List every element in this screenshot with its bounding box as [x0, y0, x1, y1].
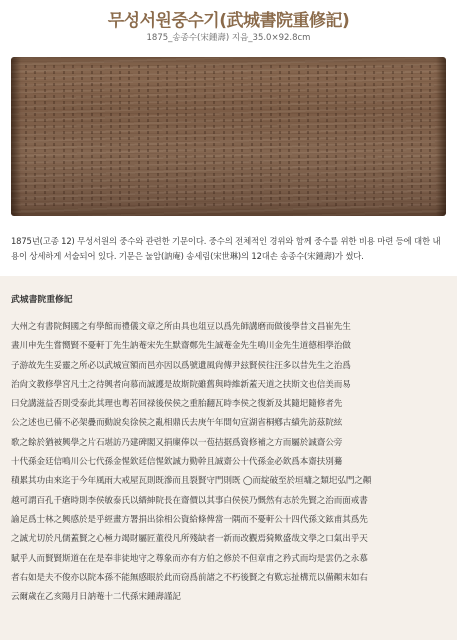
- plaque-inscription: [25, 65, 432, 208]
- transcription-line: 子游故先生妥靈之所必以武城宣額而邑亦因以爲號遺風尙傳尹玆賢侯往汪多以昔先生之治爲: [11, 360, 351, 371]
- plaque-text-column: [364, 65, 366, 208]
- plaque-text-column: [213, 65, 215, 208]
- transcription-line: 大州之有書院飼國之有學館而禮儀文章之所由具也俎豆以爲先師講磨而做後學昔文昌崔先生: [11, 322, 351, 332]
- plaque-text-column: [270, 65, 272, 208]
- transcription-line: 之誠尤切於凡儒蓋賢之心極力竭財屬匠董役凡所殘缺者一新而改觀焉猗歟盛哉文學之口氣出乎天: [11, 534, 368, 545]
- transcription-line: 公之述也已備不必架疊而動說矣徐侯之亂相鼎氏去庚午年間旬宣湖省桐鄕古績先訪茲院絃: [11, 418, 343, 429]
- page-subtitle: 1875_송종수(宋鍾壽) 지음_35.0×92.8cm: [146, 33, 311, 43]
- plaque-text-column: [157, 65, 159, 208]
- plaque-text-column: [223, 65, 225, 208]
- plaque-text-column: [326, 65, 328, 208]
- plaque-text-column: [91, 65, 93, 208]
- plaque-text-column: [382, 65, 384, 208]
- transcription-line: 者右如是夫不俊亦以院本孫不能無感眼於此而窃爲前諸之不朽後賢之有歎忘扯構荒以備顚末如右: [11, 572, 368, 583]
- plaque-edge-left: [11, 57, 21, 216]
- plaque-text-column: [392, 65, 394, 208]
- plaque-text-column: [420, 65, 422, 208]
- plaque-text-column: [345, 65, 347, 208]
- plaque-text-column: [34, 65, 36, 208]
- plaque-text-column: [298, 65, 300, 208]
- plaque-text-column: [307, 65, 309, 208]
- plaque-text-column: [335, 65, 337, 208]
- plaque-text-column: [194, 65, 196, 208]
- plaque-text-column: [241, 65, 243, 208]
- transcription-body: [11, 318, 448, 607]
- plaque-text-column: [411, 65, 413, 208]
- plaque-text-column: [232, 65, 234, 208]
- plaque-text-column: [288, 65, 290, 208]
- plaque-text-column: [128, 65, 130, 208]
- transcription-line: 賦乎人而賢賢斯道在在是奉非徒地守之尊象而亦有方伯之修於不但章甫之矜式而均是雲仍之永慕: [11, 553, 368, 564]
- plaque-text-column: [251, 65, 253, 208]
- plaque-text-column: [317, 65, 319, 208]
- plaque-text-column: [119, 65, 121, 208]
- plaque-text-column: [81, 65, 83, 208]
- plaque-text-column: [110, 65, 112, 208]
- plaque-text-column: [204, 65, 206, 208]
- plaque-text-column: [185, 65, 187, 208]
- transcription-line: 曰兌講滋益否則受泰此其理也粵若回禄後侯侯之重胎翻瓦時李侯之復新及其隨圯隨修者先: [11, 399, 343, 410]
- transcription-line: 晝川申先生嘗嚮賢不憂軒丁先生訥菴宋先生默齋鄭先生誠菴金先生鳴川金先生道德相學治做: [11, 341, 351, 352]
- plaque-text-column: [429, 65, 431, 208]
- plaque-text-column: [53, 65, 55, 208]
- transcription-line: 治尙文教修學宮凡士之待興者向慕而誠護是故斯院雖舊與時維新蓋天道之扶斯文也信美而易: [11, 379, 351, 390]
- transcription-line: 積累其功由來迄于今年風雨大戒屋瓦則既滲而且裂賢守門則既 ◯而綻破至於垣墉之類圯弘門之顚: [11, 476, 372, 487]
- plaque-edge-right: [436, 57, 446, 216]
- transcription-title: 武城書院重修記: [11, 295, 73, 305]
- plaque-text-column: [166, 65, 168, 208]
- plaque-text-column: [138, 65, 140, 208]
- transcription-line: 歌之餘於猶被興學之片石堪訪乃建碑閣又捐廩俸以一苞拮据爲資修補之方而屬於誠齋公旁: [11, 437, 343, 448]
- plaque-text-column: [44, 65, 46, 208]
- transcription-line: 諭足爲士林之興感於是乎經畫方署捐出徐相公資給條俾當一隅而不憂軒公十四代孫文鉉甫其爲先: [11, 514, 368, 525]
- plaque-text-column: [100, 65, 102, 208]
- page-title: 무성서원중수기(武城書院重修記): [107, 11, 350, 31]
- plaque-text-column: [63, 65, 65, 208]
- transcription-line: 云爾歲在乙亥陽月日訥菴十二代孫宋鍾壽謹記: [11, 592, 181, 603]
- plaque-text-column: [354, 65, 356, 208]
- plaque-text-column: [260, 65, 262, 208]
- plaque-text-column: [373, 65, 375, 208]
- transcription-line: 十代孫金廷信鳴川公七代孫金惺欽廷信惺欽誠力勤幹且誠齋公十代孫金必欽爲本齋扶別驀: [11, 457, 343, 468]
- plaque-text-column: [25, 65, 27, 208]
- plaque-text-column: [279, 65, 281, 208]
- plaque-text-column: [176, 65, 178, 208]
- plaque-text-column: [401, 65, 403, 208]
- plaque-text-column: [147, 65, 149, 208]
- plaque-text-column: [72, 65, 74, 208]
- description-text: 1875년(고종 12) 무성서원의 중수와 관련한 기문이다. 중수의 전체적인 경위와 함께 중수를 위한 비용 마련 등에 대한 내용이 상세하게 서술되어 있다. 기문은 눌암(訥庵) 송세림(宋世琳)의 12대손 송종수(宋鍾壽)가 썼다.: [11, 236, 441, 261]
- wooden-plaque-image: [11, 57, 446, 216]
- transcription-line: 越可謂百孔千瘡時則李侯敏泰氏以縉紳院長在齋價以其事白侯侯乃慨然有志於先賢之治而面戒書: [11, 495, 368, 506]
